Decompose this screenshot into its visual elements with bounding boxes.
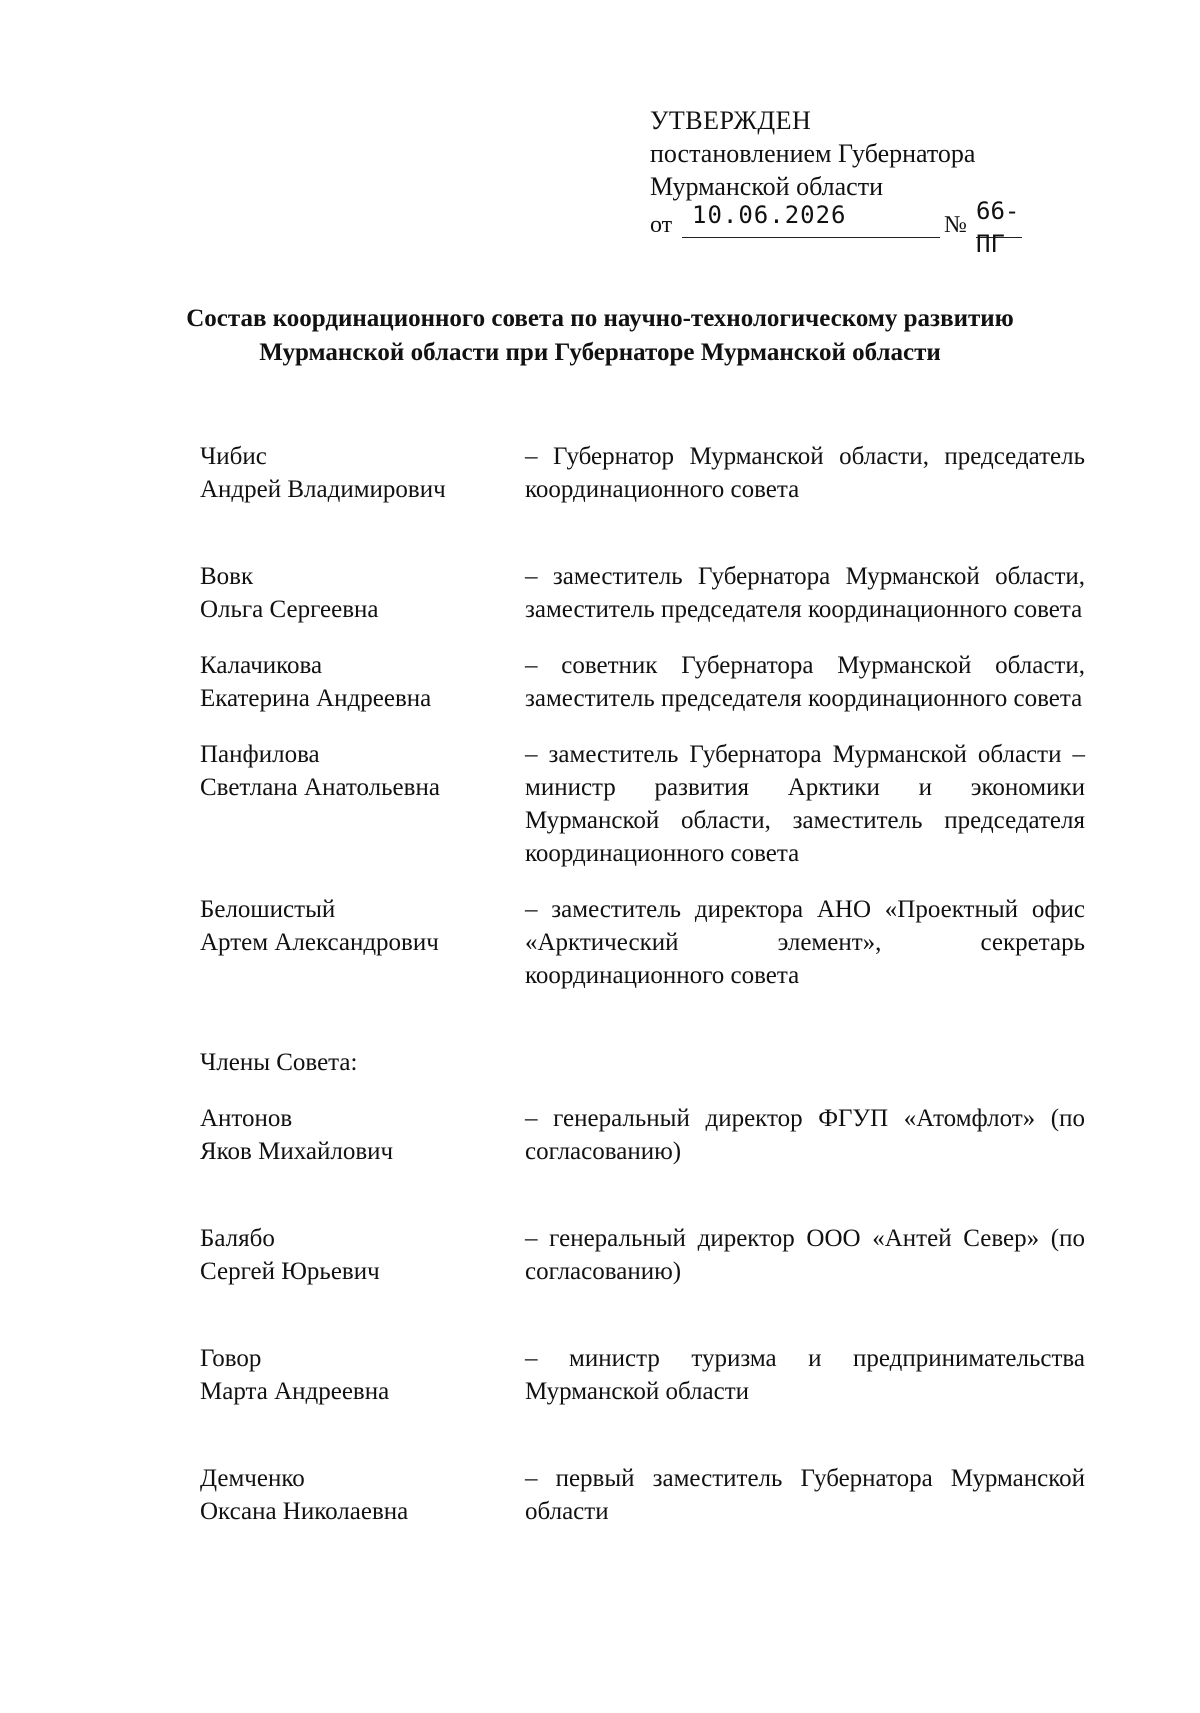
member-name bbox=[200, 1102, 525, 1168]
member-given-names: Марта Андреевна bbox=[200, 1378, 390, 1405]
council-list bbox=[200, 440, 1085, 1528]
member-row bbox=[200, 1102, 1085, 1168]
approval-date-line bbox=[650, 197, 1020, 258]
member-given-names: Яков Михайлович bbox=[200, 1138, 394, 1165]
member-given-names: Андрей Владимирович bbox=[200, 476, 446, 503]
member-role: – генеральный директор ООО «Антей Север» (по согласованию) bbox=[525, 1225, 1085, 1285]
approval-block bbox=[650, 104, 1020, 258]
approval-title: УТВЕРЖДЕН bbox=[650, 106, 812, 135]
member-given-names: Оксана Николаевна bbox=[200, 1498, 409, 1525]
member-name bbox=[200, 1342, 525, 1408]
member-given-names: Светлана Анатольевна bbox=[200, 774, 440, 801]
member-role: – Губернатор Мурманской области, председатель координационного совета bbox=[525, 443, 1085, 503]
member-name bbox=[200, 560, 525, 626]
member-surname: Белошистый bbox=[200, 896, 336, 923]
member-name bbox=[200, 440, 525, 506]
member-role: – первый заместитель Губернатора Мурманской области bbox=[525, 1465, 1085, 1525]
approval-line-1: постановлением Губернатора bbox=[650, 139, 976, 168]
member-name bbox=[200, 738, 525, 870]
member-given-names: Ольга Сергеевна bbox=[200, 596, 379, 623]
member-surname: Вовк bbox=[200, 563, 254, 590]
date-prefix: от bbox=[650, 212, 673, 238]
member-row bbox=[200, 1342, 1085, 1408]
member-role: – заместитель Губернатора Мурманской области, заместитель председателя координационного совета bbox=[525, 563, 1085, 623]
member-row bbox=[200, 893, 1085, 992]
member-role: – советник Губернатора Мурманской области, заместитель председателя координационного совета bbox=[525, 652, 1085, 712]
heading-line-1: Состав координационного совета по научно-технологическому развитию bbox=[186, 305, 1014, 332]
member-row bbox=[200, 649, 1085, 715]
member-surname: Демченко bbox=[200, 1465, 305, 1492]
member-role: – заместитель директора АНО «Проектный офис «Арктический элемент», секретарь координационного совета bbox=[525, 896, 1085, 989]
member-name bbox=[200, 1462, 525, 1528]
member-surname: Антонов bbox=[200, 1105, 293, 1132]
member-surname: Калачикова bbox=[200, 652, 323, 679]
member-given-names: Сергей Юрьевич bbox=[200, 1258, 380, 1285]
approval-line-2: Мурманской области bbox=[650, 172, 883, 201]
member-role: – генеральный директор ФГУП «Атомфлот» (по согласованию) bbox=[525, 1105, 1085, 1165]
member-role: – заместитель Губернатора Мурманской области – министр развития Арктики и экономики Мурманской области, заместитель председателя координационного совета bbox=[525, 741, 1085, 867]
date-underline bbox=[682, 237, 940, 238]
member-given-names: Артем Александрович bbox=[200, 929, 439, 956]
document-heading bbox=[0, 302, 1200, 370]
member-role: – министр туризма и предпринимательства Мурманской области bbox=[525, 1345, 1085, 1405]
members-section-label: Члены Совета: bbox=[200, 1049, 358, 1076]
member-surname: Говор bbox=[200, 1345, 262, 1372]
member-name bbox=[200, 893, 525, 992]
member-surname: Балябо bbox=[200, 1225, 275, 1252]
member-given-names: Екатерина Андреевна bbox=[200, 685, 432, 712]
member-row bbox=[200, 738, 1085, 870]
member-row bbox=[200, 1462, 1085, 1528]
member-row bbox=[200, 560, 1085, 626]
heading-line-2: Мурманской области при Губернаторе Мурманской области bbox=[259, 339, 941, 366]
member-name bbox=[200, 1222, 525, 1288]
approval-number: 66-ПГ bbox=[976, 197, 1020, 258]
member-surname: Панфилова bbox=[200, 741, 320, 768]
member-name bbox=[200, 649, 525, 715]
member-surname: Чибис bbox=[200, 443, 267, 470]
approval-date: 10.06.2026 bbox=[692, 201, 847, 229]
member-row bbox=[200, 1222, 1085, 1288]
number-sign: № bbox=[944, 212, 967, 238]
member-row bbox=[200, 440, 1085, 506]
